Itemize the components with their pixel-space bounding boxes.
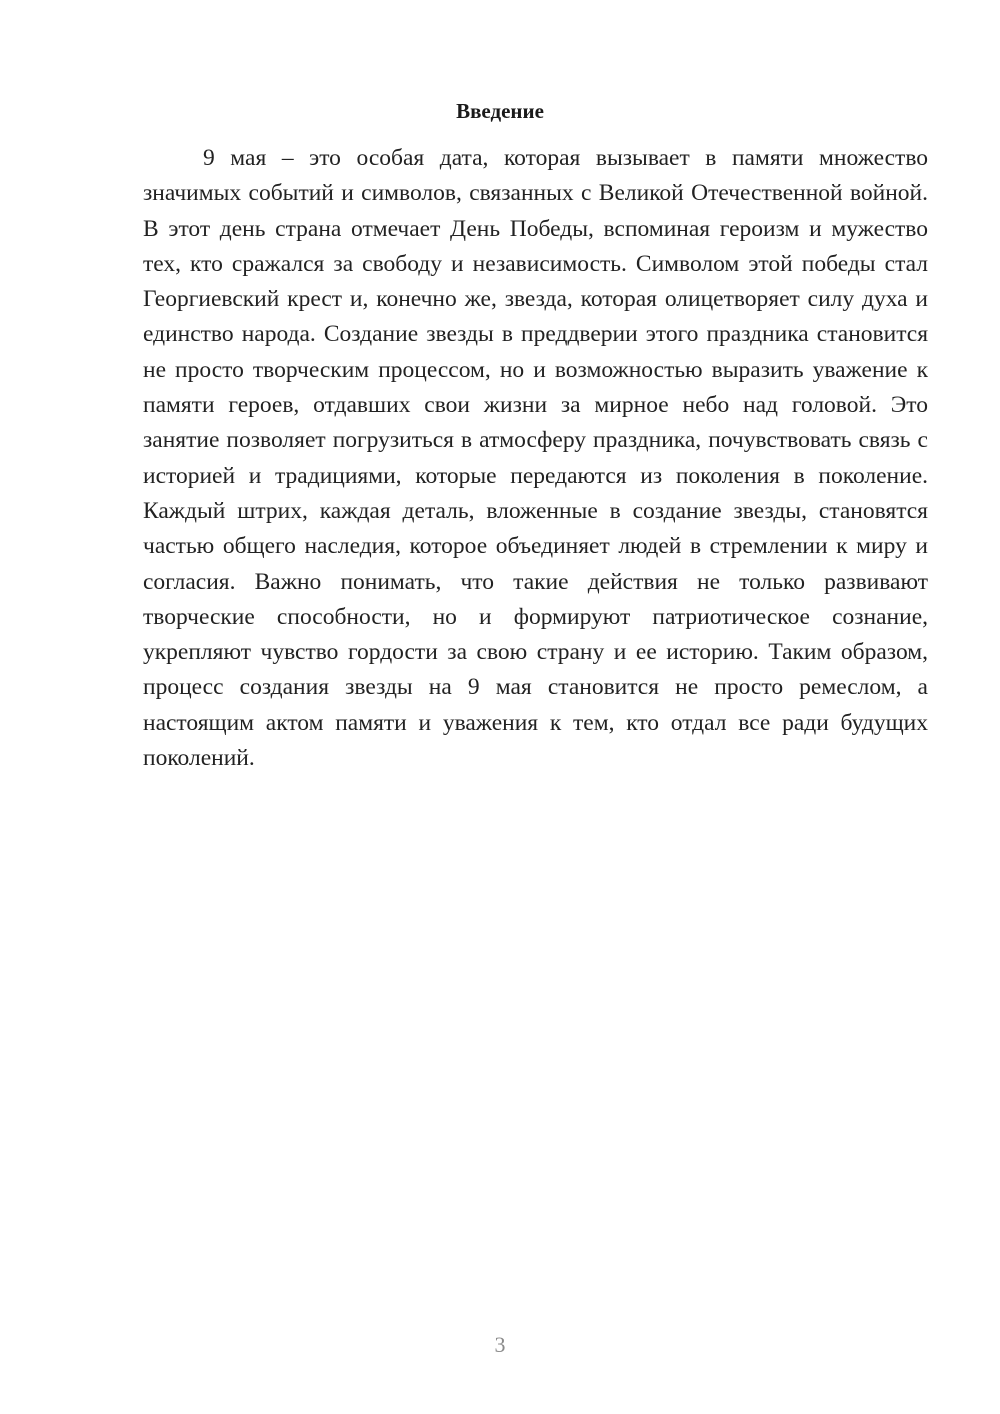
body-paragraph: 9 мая – это особая дата, которая вызывает в памяти множество значимых событий и символов, связанных с Великой Отечественной войной. В этот день страна отмечает День Победы, вспоминая героизм и мужество тех, кто сражался за свободу и независимость. Символом этой победы стал Георгиевский крест и, конечно же, звезда, которая олицетворяет силу духа и единство народа. Создание звезды в преддверии этого праздника становится не просто творческим процессом, но и возможностью выразить уважение к памяти героев, отдавших свои жизни за мирное небо над головой. Это занятие позволяет погрузиться в атмосферу праздника, почувствовать связь с историей и традициями, которые передаются из поколения в поколение. Каждый штрих, каждая деталь, вложенные в создание звезды, становятся частью общего наследия, которое объединяет людей в стремлении к миру и согласия. Важно понимать, что такие действия не только развивают творческие способности, но и формируют патриотическое сознание, укрепляют чувство гордости за свою страну и ее историю. Таким образом, процесс создания звезды на 9 мая становится не просто ремеслом, а настоящим актом памяти и уважения к тем, кто отдал все ради будущих поколений. xyxy=(143,145,928,772)
page-number: 3 xyxy=(494,1332,506,1357)
section-title: Введение xyxy=(456,99,544,123)
